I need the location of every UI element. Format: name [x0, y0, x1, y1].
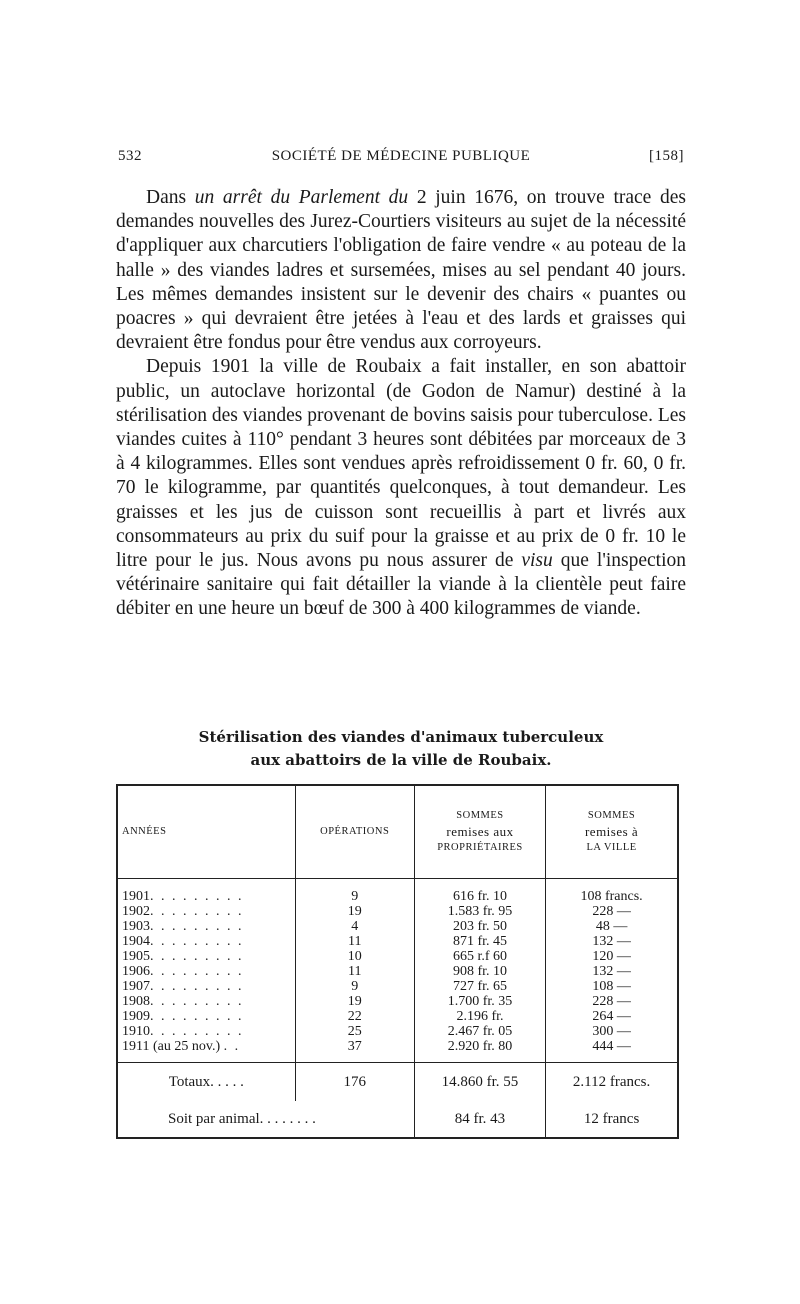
cell-year	[117, 919, 295, 934]
cell-year	[117, 1009, 295, 1024]
paragraph-1	[116, 186, 686, 355]
table-row	[117, 919, 678, 934]
cell-city: 108 —	[546, 979, 678, 994]
per-animal-owners: 84 fr. 43	[414, 1101, 545, 1138]
cell-operations: 10	[295, 949, 414, 964]
leader-dots: . . . . . . . . .	[150, 919, 244, 934]
leader-dots: . . . . . . . . .	[150, 904, 244, 919]
table-header-row	[117, 785, 678, 879]
sterilisation-table	[116, 784, 679, 1139]
cell-owners: 616 fr. 10	[414, 879, 545, 905]
table-row	[117, 879, 678, 905]
leader-dots: . .	[223, 1039, 241, 1054]
per-animal-label: Soit par animal. . . . . . . .	[168, 1110, 316, 1127]
year-label: 1905	[122, 949, 150, 964]
table-row	[117, 979, 678, 994]
year-label: 1908	[122, 994, 150, 1009]
header-owners-l3: PROPRIÉTAIRES	[437, 842, 523, 853]
leader-dots: . . . . . . . . .	[150, 1024, 244, 1039]
header-city-l1: SOMMES	[587, 810, 636, 821]
cell-operations: 11	[295, 934, 414, 949]
cell-city: 264 —	[546, 1009, 678, 1024]
cell-year	[117, 1039, 295, 1063]
leader-dots: . . . . . . . . .	[150, 1009, 244, 1024]
body-text	[116, 186, 686, 622]
header-years: ANNÉES	[117, 785, 295, 879]
cell-year	[117, 934, 295, 949]
cell-year	[117, 879, 295, 905]
table-row	[117, 1039, 678, 1063]
cell-owners: 665 r.f 60	[414, 949, 545, 964]
per-animal-city: 12 francs	[546, 1101, 678, 1138]
cell-year	[117, 994, 295, 1009]
leader-dots: . . . . . . . . .	[150, 994, 244, 1009]
cell-operations: 37	[295, 1039, 414, 1063]
cell-owners: 203 fr. 50	[414, 919, 545, 934]
cell-operations: 19	[295, 904, 414, 919]
year-label: 1906	[122, 964, 150, 979]
table-row	[117, 1009, 678, 1024]
cell-operations: 22	[295, 1009, 414, 1024]
cell-year	[117, 979, 295, 994]
table-row	[117, 904, 678, 919]
cell-year	[117, 964, 295, 979]
table-row	[117, 994, 678, 1009]
cell-city: 228 —	[546, 904, 678, 919]
table-row	[117, 1024, 678, 1039]
cell-operations: 9	[295, 879, 414, 905]
table-title	[116, 726, 686, 772]
header-owners-l2: remises aux	[446, 824, 514, 839]
cell-city: 132 —	[546, 934, 678, 949]
header-operations: OPÉRATIONS	[295, 785, 414, 879]
totals-operations: 176	[295, 1063, 414, 1102]
cell-owners: 727 fr. 65	[414, 979, 545, 994]
table-row	[117, 949, 678, 964]
cell-city: 120 —	[546, 949, 678, 964]
cell-owners: 871 fr. 45	[414, 934, 545, 949]
year-label: 1903	[122, 919, 150, 934]
cell-operations: 4	[295, 919, 414, 934]
year-label: 1904	[122, 934, 150, 949]
paragraph-2-text-a: Depuis 1901 la ville de Roubaix a fait installer, en son abattoir public, un autoclave horizontal (de Godon de Namur) destiné à la stérilisation des viandes provenant de bovins saisis pour tuberculose. Les viandes cuites à 110° pendant 3 heures sont débitées par morceaux de 3 à 4 kilogrammes. Elles sont vendues après refroidissement 0 fr. 60, 0 fr. 70 le kilogramme, par quantités quelconques, à tout demandeur. Les graisses et les jus de cuisson sont recueillis à part et livrés aux consommateurs au prix du suif pour la graisse et au prix de 0 fr. 10 le litre pour le jus. Nous avons pu nous assurer de	[116, 356, 686, 572]
cell-owners: 2.467 fr. 05	[414, 1024, 545, 1039]
table-row	[117, 934, 678, 949]
totals-city: 2.112 francs.	[546, 1063, 678, 1102]
cell-city: 48 —	[546, 919, 678, 934]
leader-dots: . . . . . . . . .	[150, 934, 244, 949]
header-owners	[414, 785, 545, 879]
paragraph-2	[116, 355, 686, 621]
leader-dots: . . . . . . . . .	[150, 964, 244, 979]
paragraph-1-text: 2 juin 1676, on trouve trace des demandes nouvelles des Jurez-Courtiers visiteurs au sujet de la nécessité d'appliquer aux charcutiers l'obligation de faire vendre « au poteau de la halle » des viandes ladres et sursemées, mises au sel pendant 40 jours. Les mêmes demandes insistent sur le devenir des chairs « puantes ou poacres » qui devraient être jetées à l'eau et des lards et graisses qui devraient être fondus pour être vendus aux corroyeurs.	[116, 187, 686, 354]
cell-owners: 2.920 fr. 80	[414, 1039, 545, 1063]
cell-operations: 9	[295, 979, 414, 994]
cell-year	[117, 1024, 295, 1039]
page-reference: [158]	[649, 148, 684, 164]
totals-row	[117, 1063, 678, 1102]
cell-city: 108 francs.	[546, 879, 678, 905]
page-number: 532	[118, 148, 142, 164]
cell-operations: 25	[295, 1024, 414, 1039]
per-animal-row	[117, 1101, 678, 1138]
running-title: SOCIÉTÉ DE MÉDECINE PUBLIQUE	[271, 148, 531, 164]
paragraph-1-intro: Dans	[146, 187, 195, 208]
cell-city: 228 —	[546, 994, 678, 1009]
cell-city: 444 —	[546, 1039, 678, 1063]
year-label: 1901	[122, 889, 150, 904]
year-label: 1909	[122, 1009, 150, 1024]
paragraph-2-text-b: que l'inspection vétérinaire sanitaire qui fait détailler la viande à la clientèle peut faire débiter en une heure un bœuf de 300 à 400 kilogrammes de viande.	[116, 550, 686, 620]
paragraph-1-italic: un arrêt du Parlement du	[194, 187, 409, 208]
header-owners-l1: SOMMES	[456, 810, 504, 821]
paragraph-2-italic: visu	[521, 550, 553, 572]
year-label: 1910	[122, 1024, 150, 1039]
cell-owners: 2.196 fr.	[414, 1009, 545, 1024]
header-city-l3: LA VILLE	[586, 842, 637, 853]
leader-dots: . . . . . . . . .	[150, 979, 244, 994]
year-label: 1907	[122, 979, 150, 994]
totals-owners: 14.860 fr. 55	[414, 1063, 545, 1102]
cell-city: 132 —	[546, 964, 678, 979]
cell-city: 300 —	[546, 1024, 678, 1039]
year-label: 1911 (au 25 nov.)	[122, 1039, 221, 1054]
cell-operations: 11	[295, 964, 414, 979]
cell-owners: 1.583 fr. 95	[414, 904, 545, 919]
cell-owners: 908 fr. 10	[414, 964, 545, 979]
cell-year	[117, 949, 295, 964]
table-row	[117, 964, 678, 979]
cell-year	[117, 904, 295, 919]
table-title-line-1: Stérilisation des viandes d'animaux tuberculeux	[198, 728, 604, 746]
table-title-line-2: aux abattoirs de la ville de Roubaix.	[250, 751, 552, 769]
year-label: 1902	[122, 904, 150, 919]
cell-owners: 1.700 fr. 35	[414, 994, 545, 1009]
header-city-l2: remises à	[584, 824, 639, 839]
page-header	[118, 148, 684, 170]
leader-dots: . . . . . . . . .	[150, 949, 244, 964]
leader-dots: . . . . . . . . .	[150, 889, 244, 904]
header-city	[546, 785, 678, 879]
totals-label: Totaux. . . . .	[117, 1063, 295, 1102]
cell-operations: 19	[295, 994, 414, 1009]
